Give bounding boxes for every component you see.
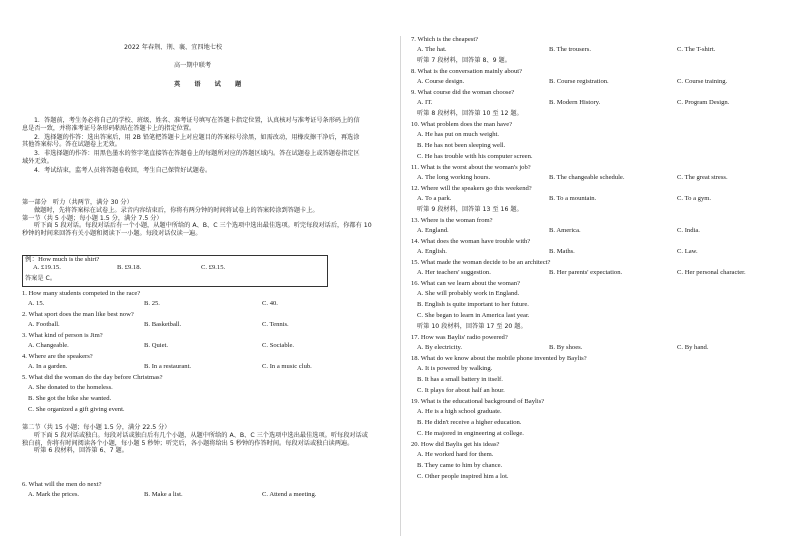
option-b: B. Basketball.: [144, 321, 182, 328]
question-stem: 8. What is the conversation mainly about?: [411, 68, 523, 75]
question-16: [411, 280, 779, 334]
section1-instruction: 听下面 5 段对话。每段对话后有一个小题，从题中所给的 A、B、C 三个选项中选出最佳选项。听完每段对话后，你都有 10 秒钟的时间来回答有关小题和阅读下一小题。每段对话仅读一遍。: [22, 222, 372, 237]
question-stem: 6. What will the men do next?: [22, 481, 102, 488]
option-c: C. He majored in engineering at college.: [417, 430, 524, 437]
column-divider: [400, 36, 401, 536]
option-c: C. By hand.: [677, 344, 709, 351]
question-stem: 3. What kind of person is Jim?: [22, 332, 103, 339]
option-b: B. America.: [549, 227, 581, 234]
questions-7-20: [411, 36, 779, 484]
question-stem: 20. How did Baylis get his ideas?: [411, 441, 500, 448]
option-b: B. He has not been sleeping well.: [417, 142, 506, 149]
question-stem: 4. Where are the speakers?: [22, 353, 93, 360]
question-stem: 17. How was Baylis' radio powered?: [411, 334, 508, 341]
option-a: A. In a garden.: [28, 363, 68, 370]
option-b: B. By shoes.: [549, 344, 583, 351]
option-c: C. Course training.: [677, 78, 728, 85]
option-c: C. 40.: [262, 300, 278, 307]
note-4: 4．考试结束，监考人员将答题卷收回，考生自己保管好试题卷。: [34, 166, 212, 174]
example-options: [23, 264, 327, 275]
question-12: [411, 185, 779, 217]
option-c: C. In a music club.: [262, 363, 312, 370]
question-15: [411, 259, 779, 280]
question-7: [411, 36, 779, 68]
listening-tip: 听第 10 段材料，回答第 17 至 20 题。: [417, 323, 527, 330]
option-b: B. 25.: [144, 300, 160, 307]
option-c: C. Program Design.: [677, 99, 730, 106]
option-b: B. The changeable schedule.: [549, 174, 625, 181]
option-b: B. They came to him by chance.: [417, 462, 503, 469]
example-option-c: C. £9.15.: [201, 264, 226, 272]
option-c: C. It plays for about half an hour.: [417, 387, 505, 394]
question-8: [411, 68, 779, 89]
option-a: A. She donated to the homeless.: [28, 384, 113, 391]
question-1: [22, 290, 382, 311]
exam-header-title: 高一期中联考: [174, 62, 212, 69]
question-4: [22, 353, 382, 374]
listening-tip: 听第 8 段材料，回答第 10 至 12 题。: [417, 110, 523, 117]
option-a: A. Course design.: [417, 78, 465, 85]
option-a: A. He has put on much weight.: [417, 131, 500, 138]
option-c: C. India.: [677, 227, 700, 234]
option-b: B. Quiet.: [144, 342, 168, 349]
option-b: B. It has a small battery in itself.: [417, 376, 503, 383]
option-b: B. The trousers.: [549, 46, 591, 53]
question-stem: 15. What made the woman decide to be an architect?: [411, 259, 551, 266]
section2-title: 第二节（共 15 小题；每小题 1.5 分，满分 22.5 分）: [22, 424, 171, 431]
question-2: [22, 311, 382, 332]
question-18: [411, 355, 779, 398]
exam-subject-title: 英 语 试 题: [174, 81, 248, 88]
option-b: B. He didn't receive a higher education.: [417, 419, 522, 426]
exam-header-schools: 2022 年春荆、荆、襄、宜四地七校: [124, 44, 223, 51]
question-5: [22, 374, 382, 417]
question-stem: 14. What does the woman have trouble with?: [411, 238, 531, 245]
option-a: A. It is powered by walking.: [417, 365, 493, 372]
note-2: 2．选择题的作答：选出答案后，用 2B 铅笔把答题卡上对应题目的答案标号涂黑，如需改动，用橡皮擦干净后，再选涂其他答案标号。答在试题卷上无效。: [22, 133, 360, 149]
option-b: B. Maths.: [549, 248, 575, 255]
example-question: 例：How much is the shirt?: [25, 256, 100, 263]
question-stem: 7. Which is the cheapest?: [411, 36, 479, 43]
question-20: [411, 441, 779, 484]
question-stem: 11. What is the worst about the woman's job?: [411, 164, 531, 171]
example-option-b: B. £9.18.: [117, 264, 142, 272]
option-b: B. Her parents' expectation.: [549, 269, 623, 276]
section2-intro: [22, 424, 374, 455]
option-c: C. Sociable.: [262, 342, 295, 349]
section1-title: 第一节（共 5 小题；每小题 1.5 分，满分 7.5 分）: [22, 214, 163, 222]
note-3: 3．非选择题的作答：用黑色墨水的签字笔直接答在答题卷上的每题所对应的答题区域内。答在试题卷上或答题卷指定区域外无效。: [22, 150, 360, 165]
option-c: C. The T-shirt.: [677, 46, 716, 53]
option-a: A. He worked hard for them.: [417, 451, 494, 458]
question-9: [411, 89, 779, 121]
option-b: B. In a restaurant.: [144, 363, 192, 370]
option-c: C. She organized a gift giving event.: [28, 406, 125, 413]
option-a: A. She will probably work in England.: [417, 290, 520, 297]
question-stem: 19. What is the educational background of Baylis?: [411, 398, 545, 405]
listening-tip: 听第 9 段材料，回答第 13 至 16 题。: [417, 206, 523, 213]
part1-title: 第一部分 听力（共两节，满分 30 分）: [22, 199, 133, 206]
question-stem: 1. How many students competed in the race?: [22, 290, 141, 297]
option-a: A. Her teachers' suggestion.: [417, 269, 491, 276]
question-17: [411, 334, 779, 355]
question-6: [22, 481, 382, 502]
question-11: [411, 164, 779, 185]
part1-instruction: 做题时，先将答案标在试卷上。录音内容结束后，你将有两分钟的时间将试卷上的答案转涂到答题卡上。: [34, 206, 319, 214]
option-c: C. He has trouble with his computer screen.: [417, 153, 533, 160]
option-b: B. She got the bike she wanted.: [28, 395, 112, 402]
option-a: A. To a park.: [417, 195, 452, 202]
section2-instruction: 听下面 5 段对话或独白。每段对话或独白后有几个小题，从题中所给的 A、B、C 三个选项中选出最佳选项。听每段对话或独白前，你将有时间阅读各个小题，每小题 5 秒钟；听完后，各小题将给出 5 秒钟的作答时间。每段对话或独白读两遍。: [22, 431, 368, 447]
question-stem: 18. What do we know about the mobile phone invented by Baylis?: [411, 355, 587, 362]
part1-intro: [22, 199, 374, 238]
option-a: A. The long working hours.: [417, 174, 491, 181]
option-c: C. Her personal character.: [677, 269, 746, 276]
question-14: [411, 238, 779, 259]
question-stem: 12. Where will the speakers go this weekend?: [411, 185, 532, 192]
question-stem: 16. What can we learn about the woman?: [411, 280, 520, 287]
option-b: B. Modern History.: [549, 99, 601, 106]
question-stem: 10. What problem does the man have?: [411, 121, 513, 128]
option-c: C. She began to learn in America last year.: [417, 312, 530, 319]
example-box: [22, 255, 328, 287]
note-1: 1．答题前，考生务必将自己的学校、班级、姓名、准考证号填写在答题卡指定位置，认真核对与准考证号条形码上的信息是否一致，并将准考证号条形码粘贴在答题卡上的指定位置。: [22, 117, 360, 132]
listening-tip: 听第 6 段材料，回答第 6、7 题。: [34, 447, 128, 455]
option-b: B. English is quite important to her future.: [417, 301, 529, 308]
option-c: C. Tennis.: [262, 321, 289, 328]
option-a: A. England.: [417, 227, 449, 234]
option-c: C. Law.: [677, 248, 698, 255]
example-option-a: A. £19.15.: [33, 264, 61, 272]
option-b: B. Course registration.: [549, 78, 609, 85]
question-10: [411, 121, 779, 164]
question-19: [411, 398, 779, 441]
option-a: A. Changeable.: [28, 342, 69, 349]
option-a: A. The hat.: [417, 46, 447, 53]
question-stem: 9. What course did the woman choose?: [411, 89, 515, 96]
option-c: C. Other people inspired him a lot.: [417, 473, 509, 480]
option-a: A. He is a high school graduate.: [417, 408, 502, 415]
option-c: C. Attend a meeting.: [262, 491, 317, 498]
exam-notes: [22, 117, 362, 175]
option-b: B. To a mountain.: [549, 195, 597, 202]
option-a: A. Mark the prices.: [28, 491, 80, 498]
option-a: A. English.: [417, 248, 447, 255]
option-a: A. 15.: [28, 300, 45, 307]
example-answer: 答案是 C。: [25, 275, 57, 283]
listening-tip: 听第 7 段材料，回答第 8、9 题。: [417, 57, 511, 64]
option-c: C. To a gym.: [677, 195, 712, 202]
option-a: A. IT.: [417, 99, 433, 106]
question-stem: 2. What sport does the man like best now?: [22, 311, 134, 318]
question-13: [411, 217, 779, 238]
question-stem: 13. Where is the woman from?: [411, 217, 493, 224]
question-stem: 5. What did the woman do the day before Christmas?: [22, 374, 163, 381]
option-a: A. By electricity.: [417, 344, 462, 351]
question-3: [22, 332, 382, 353]
option-c: C. The great stress.: [677, 174, 728, 181]
questions-1-4: [22, 290, 382, 417]
option-a: A. Football.: [28, 321, 60, 328]
option-b: B. Make a list.: [144, 491, 183, 498]
